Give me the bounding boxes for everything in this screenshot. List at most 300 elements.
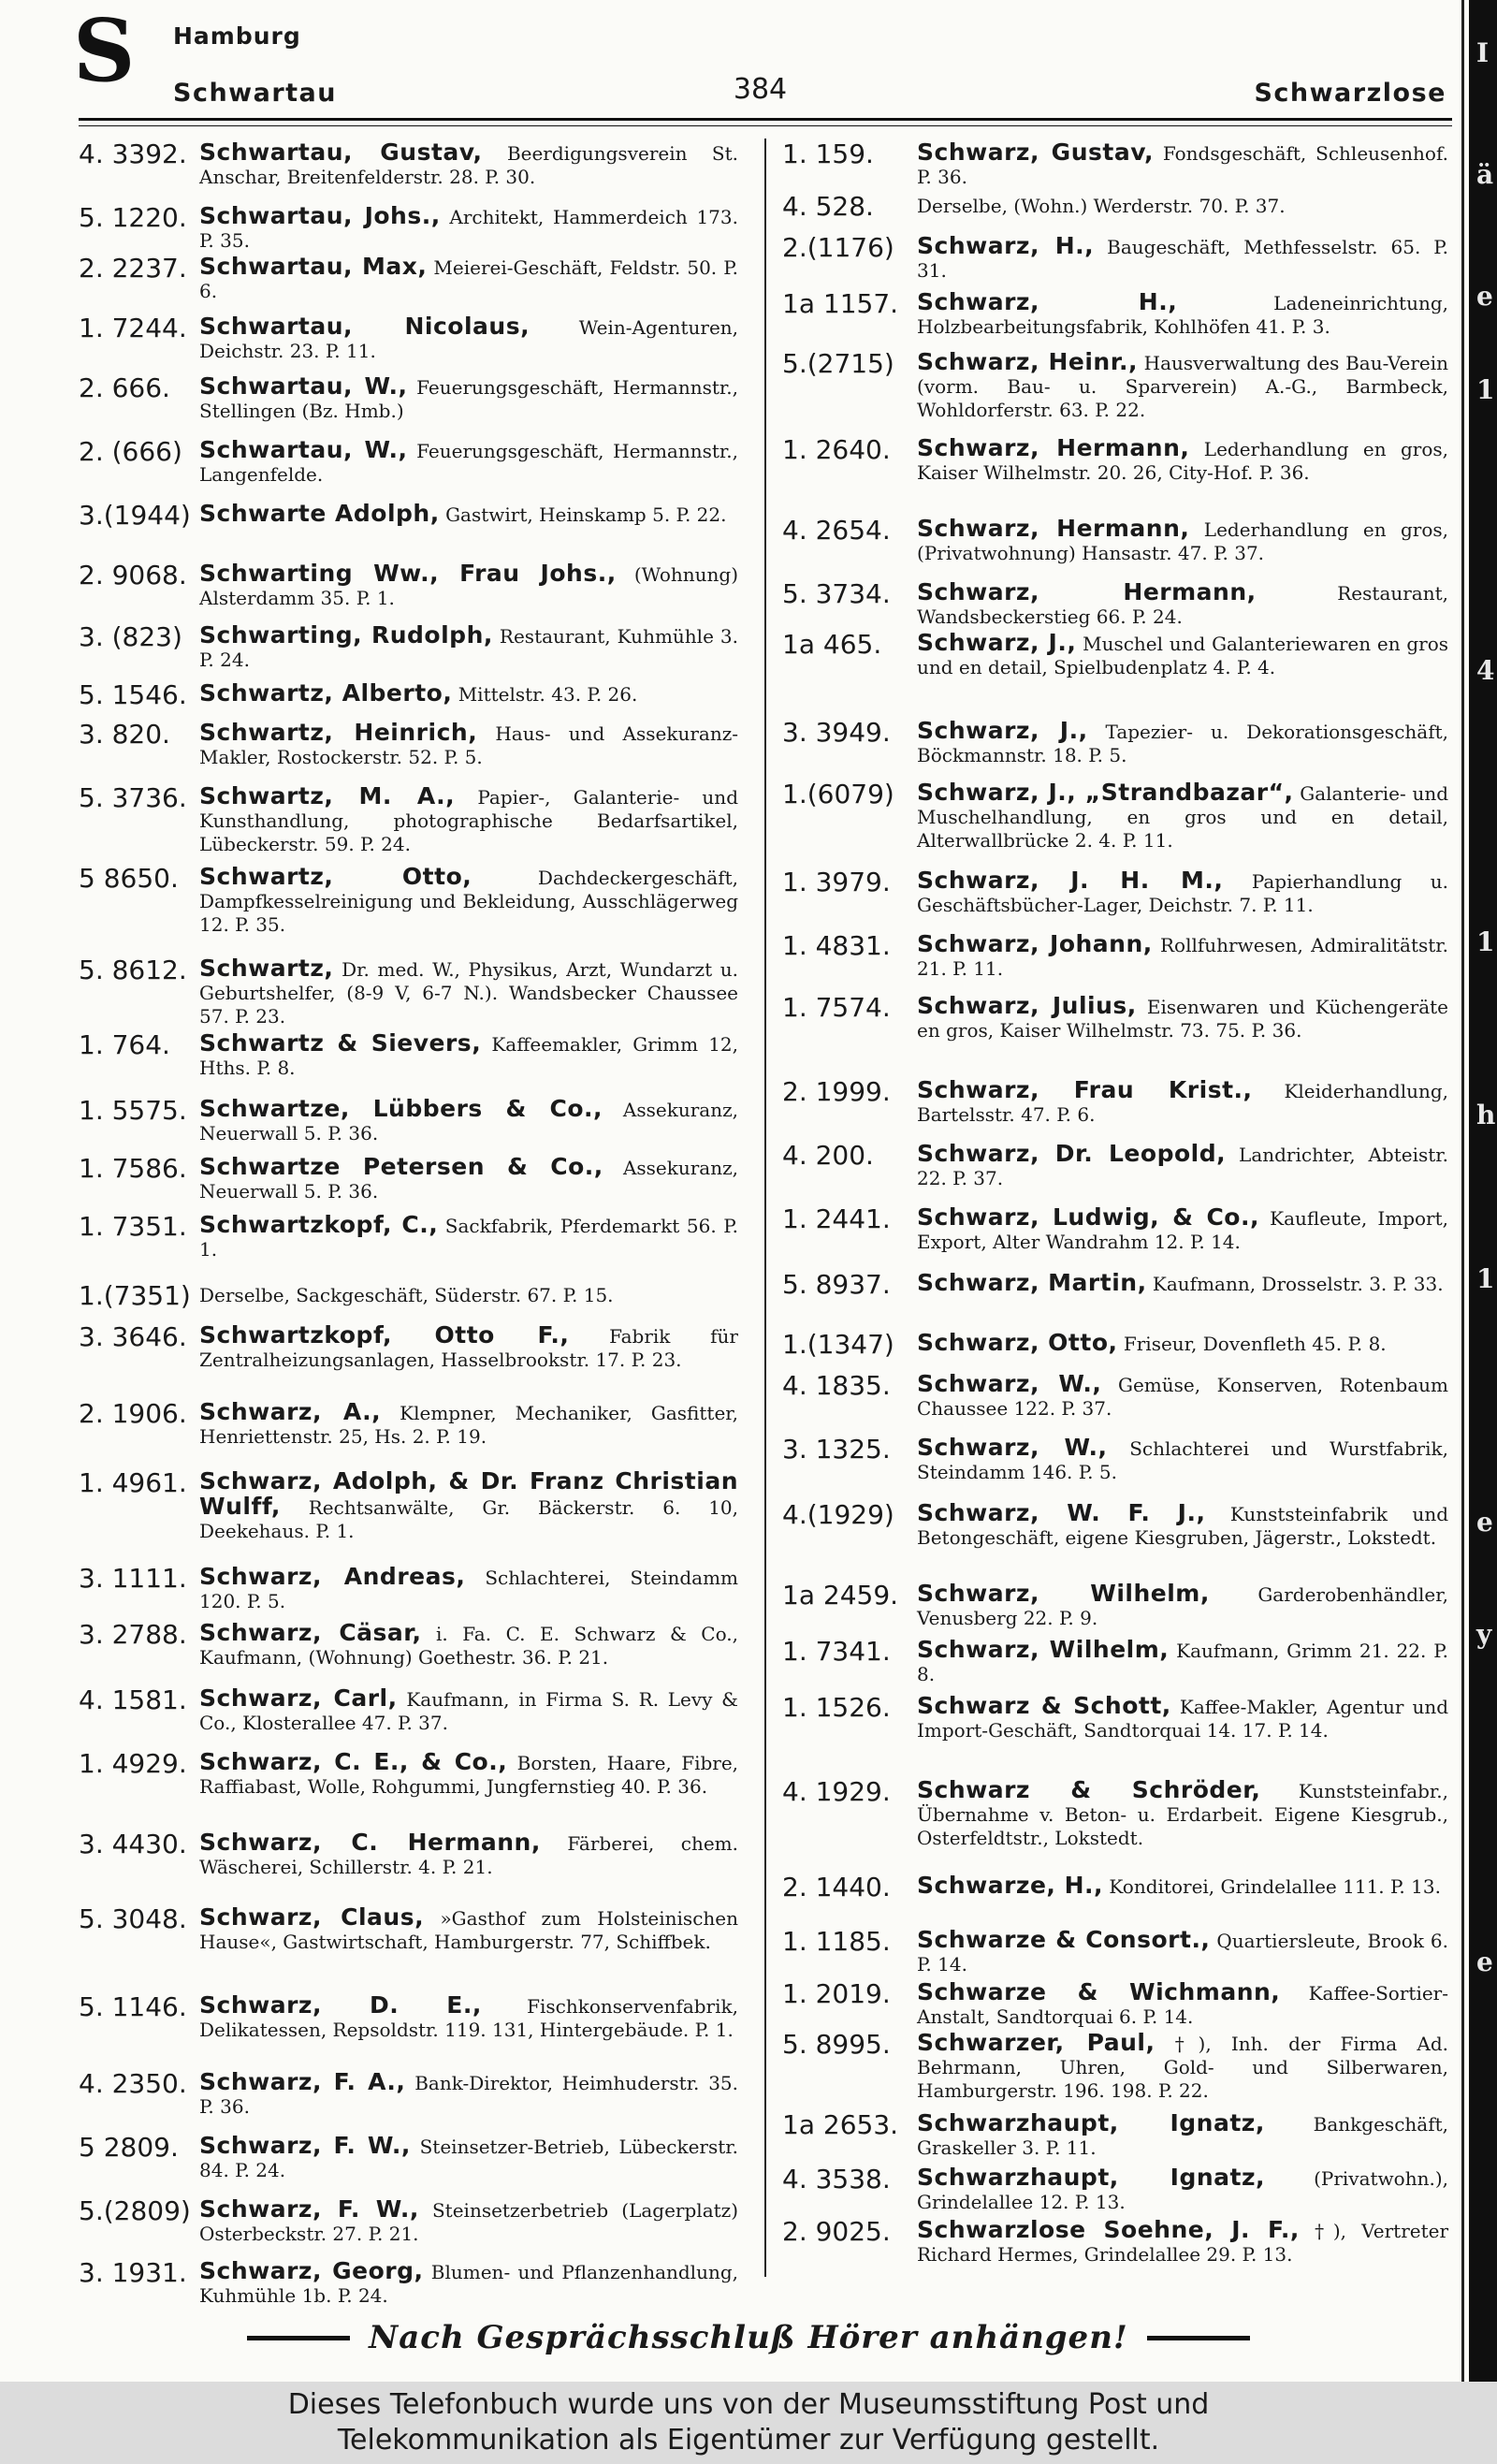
directory-entry (782, 868, 1448, 917)
phone-number: 3. 3949. (782, 717, 891, 748)
edge-letter: y (1476, 1619, 1492, 1650)
edge-letter: e (1476, 281, 1493, 312)
directory-entry (79, 1830, 738, 1879)
directory-entry (79, 865, 738, 937)
entry-details: Derselbe, Sackgeschäft, Süderstr. 67. P. 15. (199, 1284, 614, 1306)
phone-number: 3. 1111. (79, 1563, 187, 1594)
entry-text (913, 994, 1448, 1042)
directory-entry (782, 1205, 1448, 1254)
entry-details: Hausverwaltung des Bau-Verein (vorm. Bau- u. Sparverein) A.-G., Barmbeck, Wohldorferstr. 63. P. 22. (917, 352, 1448, 421)
directory-entry (782, 719, 1448, 767)
entry-details: Kaffee-Makler, Agentur und Import-Geschäft, Sandtorquai 14. 17. P. 14. (917, 1696, 1449, 1742)
entry-text (913, 719, 1448, 767)
city-heading: Hamburg (173, 22, 301, 50)
directory-entry (782, 1694, 1448, 1742)
entry-text (913, 1874, 1448, 1899)
entry-details: Kleiderhandlung, Bartelsstr. 47. P. 6. (917, 1080, 1449, 1126)
subscriber-name: Schwarz, Hermann, (917, 578, 1257, 605)
entry-text (196, 255, 738, 303)
directory-entry (79, 1686, 738, 1735)
phone-number: 1. 4831. (782, 930, 891, 961)
edge-letter: 1 (1476, 926, 1495, 957)
directory-entry (782, 932, 1448, 981)
subscriber-name: Schwartz, Otto, (199, 863, 472, 890)
entry-details: Klempner, Mechaniker, Gasfitter, Henriettenstr. 25, Hs. 2. P. 19. (199, 1402, 738, 1448)
directory-entry (782, 1582, 1448, 1630)
subscriber-name: Schwartz, M. A., (199, 782, 456, 809)
entry-details: Konditorei, Grindelallee 111. P. 13. (1109, 1875, 1441, 1898)
directory-entry (79, 140, 738, 189)
phone-number: 3. 1931. (79, 2257, 187, 2288)
entry-details: Derselbe, (Wohn.) Werderstr. 70. P. 37. (917, 195, 1286, 217)
subscriber-name: Schwarz, H., (917, 232, 1095, 259)
phone-number: 1. 2019. (782, 1978, 891, 2009)
subscriber-name: Schwartau, W., (199, 436, 408, 463)
entry-text (913, 1582, 1448, 1630)
directory-entry (782, 1142, 1448, 1190)
entry-details: Dachdeckergeschäft, Dampfkesselreinigung und Bekleidung, Ausschlägerweg 12. P. 35. (199, 867, 739, 936)
entry-text (913, 580, 1448, 629)
entry-text (196, 1565, 738, 1613)
subscriber-name: Schwarz, J., (917, 629, 1077, 656)
subscriber-name: Schwarz, Andreas, (199, 1563, 466, 1590)
phone-number: 4. 2654. (782, 515, 891, 546)
entry-text (196, 1830, 738, 1879)
header-rule-thin (79, 125, 1452, 126)
subscriber-name: Schwarz, Otto, (917, 1329, 1118, 1356)
entry-text (196, 681, 738, 707)
entry-text (913, 1638, 1448, 1686)
phone-number: 1a 2653. (782, 2109, 899, 2140)
adjacent-page-edge (1469, 0, 1497, 2382)
entry-text (913, 932, 1448, 981)
directory-entry (79, 1155, 738, 1203)
subscriber-name: Schwarz & Schröder, (917, 1776, 1261, 1803)
subscriber-name: Schwarz, Dr. Leopold, (917, 1140, 1227, 1167)
entry-text (913, 2031, 1448, 2103)
phone-number: 4. 528. (782, 191, 874, 222)
entry-text (913, 290, 1448, 339)
directory-entry (782, 1638, 1448, 1686)
phone-number: 1. 5575. (79, 1095, 187, 1126)
phone-number: 1. 7244. (79, 313, 187, 343)
phone-number: 2. 9025. (782, 2216, 891, 2247)
phone-number: 4. 1581. (79, 1684, 187, 1715)
directory-entry (79, 1031, 738, 1080)
entry-details: Borsten, Haare, Fibre, Raffiabast, Wolle, Rohgummi, Jungfernstieg 40. P. 36. (199, 1752, 739, 1798)
entry-details: Dr. med. W., Physikus, Arzt, Wundarzt u. Geburtshelfer, (8-9 V, 6-7 N.). Wandsbecker Chaussee 57. P. 23. (199, 958, 738, 1028)
entry-details: (Privatwohn.), Grindelallee 12. P. 13. (917, 2167, 1448, 2213)
subscriber-name: Schwarz, Cäsar, (199, 1619, 422, 1646)
subscriber-name: Schwarte Adolph, (199, 500, 440, 527)
directory-entry (79, 2070, 738, 2119)
phone-number: 1a 465. (782, 629, 882, 660)
phone-number: 3. 4430. (79, 1829, 187, 1859)
entry-text (913, 1928, 1448, 1976)
subscriber-name: Schwarz, Hermann, (917, 515, 1190, 542)
subscriber-name: Schwarz, J., (917, 717, 1088, 744)
entry-details: Friseur, Dovenfleth 45. P. 8. (1123, 1333, 1387, 1355)
subscriber-name: Schwartze, Lübbers & Co., (199, 1095, 603, 1122)
directory-entry (782, 1436, 1448, 1484)
directory-entry (79, 2197, 738, 2246)
directory-entry (79, 502, 738, 529)
directory-entry (782, 1501, 1448, 1550)
entry-text (196, 2134, 738, 2182)
phone-number: 1. 764. (79, 1029, 170, 1060)
entry-text (913, 140, 1448, 189)
right-running-head: Schwarzlose (1254, 79, 1446, 108)
edge-letter: 4 (1476, 655, 1495, 686)
credit-line-2: Telekommunikation als Eigentümer zur Verfügung gestellt. (337, 2424, 1160, 2457)
entry-text (913, 1436, 1448, 1484)
subscriber-name: Schwartau, W., (199, 372, 408, 400)
phone-number: 2. 1906. (79, 1398, 187, 1429)
subscriber-name: Schwarz, F. A., (199, 2068, 406, 2095)
entry-text (913, 1501, 1448, 1550)
entry-text (196, 1750, 738, 1799)
entry-text (913, 1331, 1448, 1356)
entry-text (913, 350, 1448, 422)
section-letter: S (73, 0, 136, 101)
entry-details: Lederhandlung en gros, (Privatwohnung) Hansastr. 47. P. 37. (917, 518, 1449, 564)
subscriber-name: Schwarz, W., (917, 1370, 1102, 1397)
entry-text (913, 868, 1448, 917)
entry-details: Fondsgeschäft, Schleusenhof. P. 36. (917, 142, 1448, 188)
directory-entry (782, 234, 1448, 283)
directory-entry (79, 561, 738, 610)
phone-number: 2.(1176) (782, 232, 894, 263)
subscriber-name: Schwarz, Ludwig, & Co., (917, 1203, 1259, 1231)
subscriber-name: Schwarz, D. E., (199, 1991, 482, 2019)
subscriber-name: Schwarz, H., (917, 288, 1178, 315)
phone-number: 2. 2237. (79, 253, 187, 284)
entry-details: Papierhandlung u. Geschäftsbücher-Lager, Deichstr. 7. P. 11. (917, 870, 1449, 916)
entry-text (196, 2197, 738, 2246)
subscriber-name: Schwartau, Johs., (199, 202, 441, 229)
subscriber-name: Schwarze & Wichmann, (917, 1978, 1281, 2005)
subscriber-name: Schwartau, Nicolaus, (199, 313, 530, 340)
entry-text (196, 2259, 738, 2308)
entry-text (196, 1686, 738, 1735)
phone-number: 5. 3736. (79, 782, 187, 813)
entry-details: Lederhandlung en gros, Kaiser Wilhelmstr. 20. 26, City-Hof. P. 36. (917, 438, 1449, 484)
entry-text (196, 865, 738, 937)
subscriber-name: Schwarz, Georg, (199, 2257, 424, 2284)
left-running-head: Schwartau (173, 79, 337, 108)
subscriber-name: Schwarz, C. E., & Co., (199, 1748, 508, 1775)
directory-entry (782, 2111, 1448, 2160)
entry-text (196, 438, 738, 487)
entry-details: Kaufmann, Grimm 21. 22. P. 8. (917, 1640, 1448, 1685)
entry-details: Restaurant, Wandsbeckerstieg 66. P. 24. (917, 582, 1449, 628)
entry-text (913, 1142, 1448, 1190)
edge-letter: e (1476, 1507, 1493, 1538)
subscriber-name: Schwarz, Martin, (917, 1269, 1147, 1296)
entry-details: Kaffee-Sortier-Anstalt, Sandtorquai 6. P. 14. (917, 1982, 1448, 2028)
phone-number: 1. 4929. (79, 1748, 187, 1779)
directory-entry (79, 1323, 738, 1372)
directory-entry (782, 2218, 1448, 2267)
subscriber-name: Schwartz, Alberto, (199, 679, 453, 707)
phone-number: 5 8650. (79, 863, 179, 894)
directory-entry (782, 350, 1448, 422)
entry-details: Beerdigungsverein St. Anschar, Breitenfelderstr. 28. P. 30. (199, 142, 738, 188)
subscriber-name: Schwartau, Max, (199, 253, 428, 280)
subscriber-name: Schwarting Ww., Frau Johs., (199, 560, 617, 587)
entry-details: Feuerungsgeschäft, Hermannstr., Stellingen (Bz. Hmb.) (199, 376, 738, 422)
phone-number: 1. 1526. (782, 1692, 891, 1723)
entry-text (913, 1778, 1448, 1850)
subscriber-name: Schwartz & Sievers, (199, 1029, 482, 1057)
directory-entry (782, 780, 1448, 853)
phone-number: 4. 200. (782, 1140, 874, 1171)
entry-text (196, 1031, 738, 1080)
entry-details: Mittelstr. 43. P. 26. (458, 683, 638, 706)
entry-text (913, 1078, 1448, 1127)
entry-text (913, 2111, 1448, 2160)
phone-number: 1.(1347) (782, 1329, 894, 1360)
subscriber-name: Schwarz, Johann, (917, 930, 1153, 957)
subscriber-name: Schwarz, Carl, (199, 1684, 398, 1712)
edge-letter: 1 (1476, 374, 1495, 405)
phone-number: 4. 3538. (782, 2164, 891, 2194)
subscriber-name: Schwarz, Adolph, & Dr. Franz Christian Wulff, (199, 1467, 738, 1520)
directory-entry (782, 1928, 1448, 1976)
entry-details: Meierei-Geschäft, Feldstr. 50. P. 6. (199, 256, 739, 302)
phone-number: 5.(2809) (79, 2195, 191, 2226)
entry-text (196, 1213, 738, 1261)
directory-entry (782, 1372, 1448, 1421)
subscriber-name: Schwarzlose Soehne, J. F., (917, 2216, 1300, 2243)
entry-details: Kaufmann, in Firma S. R. Levy & Co., Klosterallee 47. P. 37. (199, 1688, 738, 1734)
phone-number: 1. 2640. (782, 434, 891, 465)
subscriber-name: Schwarz, Wilhelm, (917, 1636, 1170, 1663)
directory-entry (782, 193, 1448, 220)
entry-text (196, 2070, 738, 2119)
entry-details: Rechtsanwälte, Gr. Bäckerstr. 6. 10, Deekehaus. P. 1. (199, 1496, 738, 1542)
subscriber-name: Schwarz, Hermann, (917, 434, 1190, 461)
entry-text (913, 436, 1448, 485)
entry-text (913, 631, 1448, 679)
entry-details: Quartiersleute, Brook 6. P. 14. (917, 1930, 1448, 1976)
directory-entry (782, 1271, 1448, 1298)
phone-number: 1a 2459. (782, 1580, 899, 1611)
phone-number: 5. 1546. (79, 679, 187, 710)
entry-text (196, 1469, 738, 1543)
directory-entry (79, 438, 738, 487)
subscriber-name: Schwarz, J., „Strandbazar“, (917, 779, 1294, 806)
entry-text (913, 1694, 1448, 1742)
entry-details: (Wohnung) Alsterdamm 35. P. 1. (199, 563, 739, 609)
subscriber-name: Schwarz, Claus, (199, 1903, 425, 1931)
entry-text (913, 2218, 1448, 2267)
subscriber-name: Schwarz, Frau Krist., (917, 1076, 1253, 1103)
phone-number: 1.(7351) (79, 1280, 191, 1311)
entry-text (196, 1621, 738, 1669)
phone-number: 5. 8937. (782, 1269, 891, 1300)
page-number: 384 (733, 73, 788, 106)
directory-entry (79, 681, 738, 708)
entry-text (196, 1282, 738, 1307)
entry-text (913, 234, 1448, 283)
entry-details: Kaffeemakler, Grimm 12, Hths. P. 8. (199, 1033, 739, 1079)
subscriber-name: Schwarz, A., (199, 1398, 382, 1425)
entry-text (196, 623, 738, 672)
phone-number: 5. 8612. (79, 955, 187, 985)
subscriber-name: Schwarzhaupt, Ignatz, (917, 2109, 1265, 2136)
entry-text (196, 1993, 738, 2042)
credit-banner (0, 2382, 1497, 2464)
subscriber-name: Schwarze & Consort., (917, 1926, 1211, 1953)
directory-entry (79, 1469, 738, 1543)
entry-text (196, 956, 738, 1028)
edge-letter: e (1476, 1946, 1493, 1977)
directory-entry (79, 1905, 738, 1954)
entry-details: Architekt, Hammerdeich 173. P. 35. (199, 206, 738, 252)
entry-text (196, 1323, 738, 1372)
phone-number: 1. 159. (782, 139, 874, 169)
phone-number: 5.(2715) (782, 348, 894, 379)
entry-details: Steinsetzerbetrieb (Lagerplatz) Osterbeckstr. 27. P. 21. (199, 2199, 738, 2245)
entry-details: Papier-, Galanterie- und Kunsthandlung, photographische Bedarfsartikel, Lübeckerstr. 59. P. 24. (199, 786, 738, 855)
directory-entry (782, 436, 1448, 485)
directory-entry (79, 255, 738, 303)
directory-entry (782, 2165, 1448, 2214)
entry-details: Fischkonservenfabrik, Delikatessen, Repsoldstr. 119. 131, Hintergebäude. P. 1. (199, 1995, 738, 2041)
entry-text (913, 1271, 1448, 1296)
phone-number: 1a 1157. (782, 288, 899, 319)
entry-text (196, 561, 738, 610)
directory-entry (79, 1993, 738, 2042)
column-divider (764, 139, 766, 2277)
edge-letter: h (1476, 1100, 1496, 1130)
entry-text (196, 140, 738, 189)
phone-number: 2. 1440. (782, 1872, 891, 1903)
phone-number: 1. 3979. (782, 867, 891, 897)
subscriber-name: Schwartau, Gustav, (199, 139, 483, 166)
entry-text (196, 1097, 738, 1145)
phone-number: 4. 3392. (79, 139, 187, 169)
entry-details: Rollfuhrwesen, Admiralitätstr. 21. P. 11. (917, 934, 1449, 980)
phone-number: 2. (666) (79, 436, 182, 467)
directory-entry (782, 140, 1448, 189)
phone-number: 3. 820. (79, 719, 170, 750)
entry-details: Sackfabrik, Pferdemarkt 56. P. 1. (199, 1215, 739, 1261)
directory-entry (782, 1078, 1448, 1127)
phone-number: 1. 7574. (782, 992, 891, 1023)
entry-text (913, 193, 1448, 218)
entry-text (913, 2165, 1448, 2214)
phone-number: 3. (823) (79, 621, 182, 652)
subscriber-name: Schwartz, (199, 955, 334, 982)
subscriber-name: Schwarz, Wilhelm, (917, 1580, 1210, 1607)
directory-entry (79, 1565, 738, 1613)
entry-details: »Gasthof zum Holsteinischen Hause«, Gastwirtschaft, Hamburgerstr. 77, Schiffbek. (199, 1907, 738, 1953)
entry-details: †), Vertreter Richard Hermes, Grindelallee 29. P. 13. (917, 2220, 1449, 2266)
subscriber-name: Schwarzhaupt, Ignatz, (917, 2164, 1266, 2191)
footer-notice-text: Nach Gesprächsschluß Hörer anhängen! (369, 2319, 1128, 2356)
directory-entry (782, 580, 1448, 629)
directory-entry (79, 1400, 738, 1449)
entry-details: Kunststeinfabr., Übernahme v. Beton- u. Erdarbeit. Eigene Kiesgrub., Osterfeldtstr., Lokstedt. (917, 1780, 1448, 1849)
phone-number: 5. 1146. (79, 1991, 187, 2022)
entry-details: Ladeneinrichtung, Holzbearbeitungsfabrik, Kohlhöfen 41. P. 3. (917, 292, 1448, 338)
phone-number: 1. 2441. (782, 1203, 891, 1234)
directory-entry (79, 1750, 738, 1799)
entry-text (196, 1400, 738, 1449)
entry-details: Schlachterei, Steindamm 120. P. 5. (199, 1567, 739, 1612)
entry-details: Blumen- und Pflanzenhandlung, Kuhmühle 1b. P. 24. (199, 2261, 739, 2307)
edge-letter: ä (1476, 159, 1494, 190)
subscriber-name: Schwarz, Heinr., (917, 348, 1138, 375)
directory-entry (782, 290, 1448, 339)
phone-number: 1. 7351. (79, 1211, 187, 1242)
phone-number: 3. 3646. (79, 1321, 187, 1352)
entry-text (196, 502, 738, 527)
entry-text (913, 780, 1448, 853)
directory-entry (79, 204, 738, 253)
entry-details: Kaufleute, Import, Export, Alter Wandrahm 12. P. 14. (917, 1207, 1449, 1253)
footer-dash-right (1147, 2336, 1250, 2340)
entry-details: Kaufmann, Drosselstr. 3. P. 33. (1152, 1273, 1444, 1295)
phone-number: 5. 1220. (79, 202, 187, 233)
entry-details: Färberei, chem. Wäscherei, Schillerstr. 4. P. 21. (199, 1832, 738, 1878)
phone-number: 3. 1325. (782, 1434, 891, 1465)
phone-number: 1. 4961. (79, 1467, 187, 1498)
phone-number: 2. 9068. (79, 560, 187, 590)
directory-entry (79, 1621, 738, 1669)
directory-entry (79, 374, 738, 423)
subscriber-name: Schwarz, J. H. M., (917, 867, 1224, 894)
directory-entry (79, 1213, 738, 1261)
directory-entry (782, 1980, 1448, 2029)
directory-entry (782, 1778, 1448, 1850)
subscriber-name: Schwartzkopf, C., (199, 1211, 439, 1238)
subscriber-name: Schwarz, W. F. J., (917, 1499, 1206, 1526)
entry-text (196, 784, 738, 856)
phone-number: 4.(1929) (782, 1499, 894, 1530)
subscriber-name: Schwarze, H., (917, 1872, 1104, 1899)
subscriber-name: Schwarz, F. W., (199, 2195, 419, 2223)
phone-number: 3.(1944) (79, 500, 191, 531)
phone-number: 1. 1185. (782, 1926, 891, 1957)
entry-details: i. Fa. C. E. Schwarz & Co., Kaufmann, (Wohnung) Goethestr. 36. P. 21. (199, 1623, 738, 1669)
subscriber-name: Schwarz, F. W., (199, 2132, 411, 2159)
subscriber-name: Schwartzkopf, Otto F., (199, 1321, 570, 1349)
entry-details: Assekuranz, Neuerwall 5. P. 36. (199, 1157, 739, 1203)
entry-details: Bankgeschäft, Graskeller 3. P. 11. (917, 2113, 1448, 2159)
directory-entry (782, 994, 1448, 1042)
entry-details: Steinsetzer-Betrieb, Lübeckerstr. 84. P. 24. (199, 2136, 738, 2181)
header-rule-thick (79, 118, 1452, 121)
subscriber-name: Schwarz, Gustav, (917, 139, 1154, 166)
subscriber-name: Schwarz & Schott, (917, 1692, 1171, 1719)
directory-entry (79, 314, 738, 363)
subscriber-name: Schwartze Petersen & Co., (199, 1153, 603, 1180)
directory-entry (79, 1282, 738, 1309)
entry-text (196, 1155, 738, 1203)
entry-details: Wein-Agenturen, Deichstr. 23. P. 11. (199, 316, 739, 362)
phone-number: 1.(6079) (782, 779, 894, 809)
directory-entry (79, 2259, 738, 2308)
entry-details: Gemüse, Konserven, Rotenbaum Chaussee 122. P. 37. (917, 1374, 1448, 1420)
credit-line-1: Dieses Telefonbuch wurde uns von der Museumsstiftung Post und (287, 2388, 1210, 2421)
entry-details: Bank-Direktor, Heimhuderstr. 35. P. 36. (199, 2072, 739, 2118)
edge-letter: I (1476, 37, 1490, 68)
phone-number: 4. 1929. (782, 1776, 891, 1807)
entry-text (913, 517, 1448, 565)
